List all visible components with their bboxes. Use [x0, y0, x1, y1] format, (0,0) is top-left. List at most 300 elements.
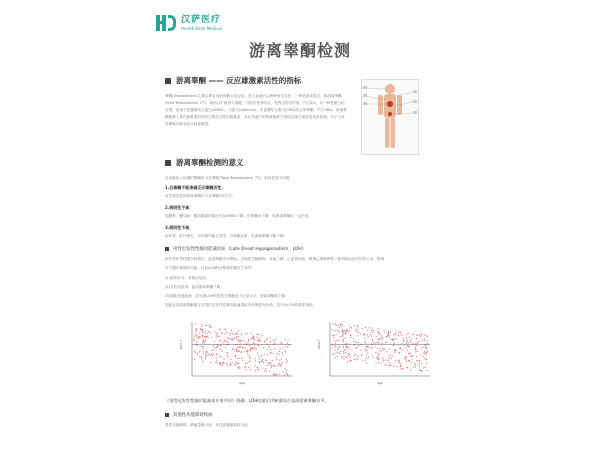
scatter-point — [274, 374, 275, 375]
scatter-point — [285, 351, 286, 352]
scatter-point — [205, 333, 206, 334]
scatter-point — [417, 343, 418, 344]
scatter-point — [333, 323, 334, 324]
scatter-point — [279, 348, 280, 349]
scatter-point — [249, 361, 250, 362]
scatter-point — [402, 368, 403, 369]
scatter-point — [364, 338, 365, 339]
scatter-point — [336, 325, 337, 326]
scatter-point — [371, 348, 372, 349]
scatter-point — [346, 357, 347, 358]
scatter-point — [354, 359, 355, 360]
scatter-point — [394, 350, 395, 351]
scatter-point — [372, 332, 373, 333]
scatter-point — [356, 342, 357, 343]
scatter-point — [376, 336, 377, 337]
scatter-point — [248, 340, 249, 341]
scatter-point — [360, 333, 361, 334]
scatter-point — [399, 353, 400, 354]
scatter-point — [386, 351, 387, 352]
scatter-point — [282, 354, 283, 355]
scatter-point — [389, 337, 390, 338]
scatter-point — [211, 337, 212, 338]
scatter-point — [195, 331, 196, 332]
scatter-point — [196, 345, 197, 346]
scatter-point — [377, 353, 378, 354]
scatter-point — [203, 341, 204, 342]
scatter-point — [345, 343, 346, 344]
scatter-point — [242, 348, 243, 349]
scatter-point — [221, 351, 222, 352]
scatter-point — [259, 361, 260, 362]
scatter-point — [353, 338, 354, 339]
axis-line — [192, 322, 292, 376]
scatter-point — [228, 356, 229, 357]
scatter-point — [236, 351, 237, 352]
scatter-point — [389, 365, 390, 366]
scatter-point — [214, 341, 215, 342]
scatter-point — [199, 351, 200, 352]
scatter-point — [368, 336, 369, 337]
scatter-point — [406, 337, 407, 338]
scatter-point — [236, 339, 237, 340]
scatter-point — [272, 360, 273, 361]
scatter-point — [287, 340, 288, 341]
scatter-point — [265, 340, 266, 341]
scatter-point — [381, 363, 382, 364]
scatter-point — [241, 351, 242, 352]
scatter-point — [427, 370, 428, 371]
scatter-point — [385, 364, 386, 365]
scatter-point — [340, 351, 341, 352]
scatter-point — [415, 349, 416, 350]
scatter-point — [238, 336, 239, 337]
scatter-point — [232, 338, 233, 339]
scatter-point — [357, 325, 358, 326]
scatter-point — [334, 340, 335, 341]
scatter-point — [217, 333, 218, 334]
scatter-point — [364, 341, 365, 342]
scatter-point — [207, 336, 208, 337]
scatter-point — [255, 358, 256, 359]
scatter-point — [248, 355, 249, 356]
scatter-point — [201, 326, 202, 327]
scatter-point — [395, 334, 396, 335]
scatter-point — [338, 348, 339, 349]
scatter-point — [237, 367, 238, 368]
scatter-point — [274, 365, 275, 366]
scatter-point — [226, 332, 227, 333]
scatter-point — [411, 339, 412, 340]
scatter-point — [219, 329, 220, 330]
scatter-point — [409, 360, 410, 361]
scatter-point — [354, 325, 355, 326]
scatter-point — [349, 356, 350, 357]
scatter-point — [377, 347, 378, 348]
scatter-point — [201, 358, 202, 359]
scatter-point — [388, 335, 389, 336]
scatter-point — [227, 341, 228, 342]
scatter-point — [216, 335, 217, 336]
scatter-point — [379, 348, 380, 349]
scatter-point — [408, 346, 409, 347]
scatter-point — [415, 343, 416, 344]
scatter-point — [397, 366, 398, 367]
scatter-point — [253, 335, 254, 336]
scatter-point — [387, 360, 388, 361]
scatter-point — [426, 352, 427, 353]
scatter-point — [205, 339, 206, 340]
section4-line: 男性功能障碍、精液量减少症、女性高雄激素综合症 — [165, 423, 248, 427]
scatter-point — [245, 342, 246, 343]
scatter-point — [280, 366, 281, 367]
scatter-point — [362, 360, 363, 361]
scatter-point — [378, 334, 379, 335]
scatter-point — [249, 345, 250, 346]
scatter-point — [362, 328, 363, 329]
scatter-point — [238, 363, 239, 364]
section3-heading: 男性迟发性性腺功能减退症（Late Onset Hypogonadism，LOH） — [173, 247, 307, 252]
scatter-point — [237, 347, 238, 348]
scatter-point — [332, 347, 333, 348]
scatter-point — [340, 347, 341, 348]
scatter-point — [264, 354, 265, 355]
scatter-point — [262, 360, 263, 361]
scatter-point — [256, 348, 257, 349]
scatter-point — [205, 341, 206, 342]
scatter-point — [378, 355, 379, 356]
scatter-point — [220, 329, 221, 330]
scatter-point — [225, 329, 226, 330]
scatter-point — [358, 356, 359, 357]
scatter-point — [400, 366, 401, 367]
scatter-point — [231, 330, 232, 331]
scatter-point — [338, 346, 339, 347]
scatter-point — [412, 358, 413, 359]
scatter-point — [256, 334, 257, 335]
scatter-point — [232, 362, 233, 363]
scatter-point — [213, 349, 214, 350]
scatter-point — [420, 335, 421, 336]
section4-heading: 其他性功能障碍疾病 — [173, 413, 213, 418]
scatter-point — [406, 367, 407, 368]
scatter-point — [373, 330, 374, 331]
scatter-point — [250, 369, 251, 370]
scatter-point — [405, 359, 406, 360]
scatter-point — [334, 345, 335, 346]
scatter-point — [334, 353, 335, 354]
scatter-point — [197, 337, 198, 338]
scatter-point — [366, 350, 367, 351]
scatter-point — [286, 370, 287, 371]
scatter-point — [386, 336, 387, 337]
scatter-point — [227, 365, 228, 366]
scatter-point — [400, 334, 401, 335]
scatter-point — [426, 347, 427, 348]
scatter-point — [383, 349, 384, 350]
scatter-point — [343, 351, 344, 352]
scatter-point — [405, 357, 406, 358]
scatter-point — [377, 359, 378, 360]
scatter-point — [279, 351, 280, 352]
scatter-point — [202, 342, 203, 343]
section-heading-loh — [165, 246, 306, 252]
section3-line: 多个器官系统的功能。目前LOH的诊断需依据以下条件： — [165, 266, 256, 270]
scatter-point — [342, 336, 343, 337]
scatter-point — [365, 360, 366, 361]
scatter-point — [266, 360, 267, 361]
scatter-point — [342, 332, 343, 333]
scatter-point — [223, 358, 224, 359]
section3-line: (3)排除其他疾病：部分患LOH的男性总睾酮处于正常水平，游离睾酮却下降； — [165, 294, 289, 298]
scatter-point — [356, 359, 357, 360]
scatter-point — [196, 341, 197, 342]
scatter-point — [203, 332, 204, 333]
scatter-point — [215, 347, 216, 348]
scatter-point — [365, 327, 366, 328]
scatter-point — [202, 340, 203, 341]
scatter-point — [419, 366, 420, 367]
scatter-point — [427, 351, 428, 352]
x-axis-label: Age — [377, 381, 383, 385]
scatter-point — [406, 343, 407, 344]
scatter-point — [242, 347, 243, 348]
scatter-point — [348, 353, 349, 354]
scatter-point — [372, 340, 373, 341]
scatter-point — [278, 365, 279, 366]
scatter-point — [381, 335, 382, 336]
scatter-point — [204, 343, 205, 344]
scatter-point — [203, 336, 204, 337]
scatter-point — [413, 366, 414, 367]
scatter-point — [232, 333, 233, 334]
scatter-point — [240, 346, 241, 347]
scatter-point — [343, 342, 344, 343]
scatter-point — [257, 367, 258, 368]
scatter-point — [195, 334, 196, 335]
scatter-point — [341, 358, 342, 359]
section-heading-intro — [165, 75, 301, 86]
scatter-point — [416, 345, 417, 346]
scatter-point — [427, 336, 428, 337]
scatter-point — [343, 356, 344, 357]
scatter-point — [335, 346, 336, 347]
scatter-point — [398, 335, 399, 336]
scatter-point — [230, 359, 231, 360]
scatter-point — [412, 355, 413, 356]
scatter-point — [227, 355, 228, 356]
scatter-point — [416, 360, 417, 361]
scatter-point — [355, 353, 356, 354]
scatter-point — [201, 324, 202, 325]
scatter-point — [420, 336, 421, 337]
scatter-point — [253, 343, 254, 344]
scatter-point — [221, 357, 222, 358]
scatter-point — [250, 350, 251, 351]
scatter-point — [207, 333, 208, 334]
scatter-point — [235, 364, 236, 365]
scatter-point — [343, 340, 344, 341]
scatter-point — [211, 354, 212, 355]
scatter-point — [378, 339, 379, 340]
scatter-point — [241, 333, 242, 334]
scatter-point — [419, 362, 420, 363]
scatter-point — [336, 334, 337, 335]
scatter-point — [395, 349, 396, 350]
scatter-point — [241, 334, 242, 335]
scatter-point — [415, 364, 416, 365]
scatter-point — [415, 347, 416, 348]
scatter-point — [332, 353, 333, 354]
scatter-point — [365, 343, 366, 344]
scatter-point — [227, 337, 228, 338]
scatter-point — [268, 364, 269, 365]
scatter-point — [242, 360, 243, 361]
scatter-point — [424, 358, 425, 359]
scatter-point — [356, 329, 357, 330]
scatter-point — [394, 352, 395, 353]
scatter-point — [206, 336, 207, 337]
scatter-point — [274, 341, 275, 342]
scatter-point — [257, 337, 258, 338]
scatter-point — [273, 339, 274, 340]
scatter-point — [245, 334, 246, 335]
scatter-point — [273, 353, 274, 354]
scatter-point — [261, 335, 262, 336]
scatter-point — [424, 353, 425, 354]
scatter-point — [341, 324, 342, 325]
scatter-point — [402, 350, 403, 351]
scatter-point — [236, 349, 237, 350]
scatter-point — [396, 338, 397, 339]
scatter-point — [270, 341, 271, 342]
scatter-point — [193, 340, 194, 341]
scatter-point — [206, 355, 207, 356]
section2-item2-title: 2.假阴性不高： — [165, 205, 194, 210]
scatter-point — [421, 348, 422, 349]
scatter-point — [198, 352, 199, 353]
scatter-point — [407, 367, 408, 368]
scatter-point — [360, 350, 361, 351]
scatter-point — [199, 356, 200, 357]
scatter-point — [393, 340, 394, 341]
scatter-point — [425, 345, 426, 346]
scatter-point — [216, 350, 217, 351]
scatter-point — [351, 360, 352, 361]
scatter-point — [372, 339, 373, 340]
scatter-point — [378, 362, 379, 363]
scatter-point — [358, 345, 359, 346]
scatter-point — [201, 346, 202, 347]
logo-cn: 汉萨医疗 — [181, 14, 222, 25]
scatter-point — [234, 334, 235, 335]
scatter-point — [195, 352, 196, 353]
scatter-point — [217, 362, 218, 363]
scatter-point — [209, 325, 210, 326]
scatter-point — [205, 325, 206, 326]
scatter-point — [381, 338, 382, 339]
scatter-point — [420, 354, 421, 355]
scatter-point — [261, 355, 262, 356]
scatter-point — [274, 343, 275, 344]
scatter-point — [238, 350, 239, 351]
scatter-point — [260, 339, 261, 340]
scatter-point — [347, 347, 348, 348]
section2-intro: 目前临床上检测的睾酮多为总睾酮(Total Testosterone, TT)，但存在如下问题： — [165, 176, 294, 180]
scatter-point — [416, 356, 417, 357]
scatter-point — [270, 362, 271, 363]
scatter-point — [194, 336, 195, 337]
scatter-point — [279, 354, 280, 355]
scatter-point — [286, 359, 287, 360]
scatter-point — [239, 351, 240, 352]
scatter-point — [205, 336, 206, 337]
scatter-point — [215, 362, 216, 363]
scatter-point — [277, 353, 278, 354]
scatter-point — [265, 368, 266, 369]
scatter-point — [237, 358, 238, 359]
bullet-square-icon — [165, 413, 169, 417]
scatter-point — [383, 361, 384, 362]
scatter-point — [379, 354, 380, 355]
scatter-point — [410, 340, 411, 341]
scatter-point — [351, 327, 352, 328]
scatter-point — [240, 340, 241, 341]
scatter-point — [345, 338, 346, 339]
scatter-point — [216, 357, 217, 358]
scatter-point — [267, 339, 268, 340]
scatter-point — [333, 337, 334, 338]
scatter-point — [390, 332, 391, 333]
scatter-point — [245, 363, 246, 364]
scatter-point — [265, 360, 266, 361]
scatter-point — [239, 366, 240, 367]
scatter-point — [230, 332, 231, 333]
scatter-point — [390, 355, 391, 356]
scatter-point — [228, 353, 229, 354]
scatter-point — [219, 356, 220, 357]
scatter-point — [344, 350, 345, 351]
scatter-point — [203, 353, 204, 354]
scatter-point — [205, 358, 206, 359]
scatter-point — [371, 343, 372, 344]
scatter-point — [281, 358, 282, 359]
scatter-point — [239, 358, 240, 359]
scatter-point — [410, 342, 411, 343]
scatter-point — [367, 334, 368, 335]
scatter-point — [393, 366, 394, 367]
scatter-point — [248, 367, 249, 368]
scatter-point — [247, 343, 248, 344]
scatter-point — [227, 352, 228, 353]
scatter-point — [255, 360, 256, 361]
scatter-point — [402, 335, 403, 336]
scatter-point — [406, 334, 407, 335]
scatter-point — [210, 326, 211, 327]
scatter-point — [208, 337, 209, 338]
scatter-point — [236, 333, 237, 334]
scatter-point — [210, 362, 211, 363]
scatter-point — [408, 342, 409, 343]
scatter-point — [257, 369, 258, 370]
scatter-point — [342, 329, 343, 330]
scatter-point — [275, 338, 276, 339]
scatter-point — [377, 342, 378, 343]
scatter-point — [384, 330, 385, 331]
scatter-point — [409, 346, 410, 347]
scatter-point — [273, 374, 274, 375]
scatter-point — [198, 336, 199, 337]
